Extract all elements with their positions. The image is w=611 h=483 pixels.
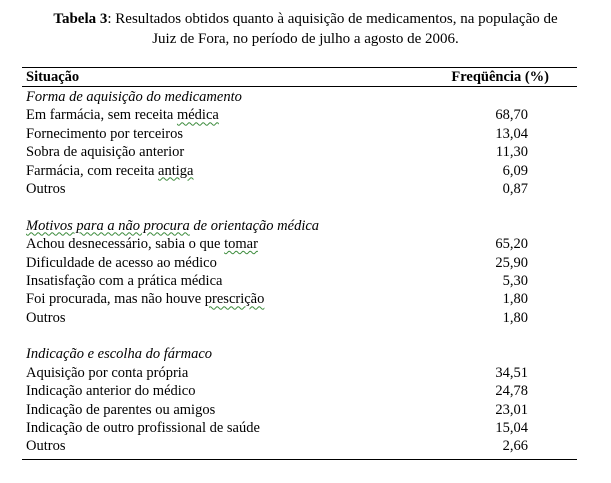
row-label: Indicação de parentes ou amigos (26, 401, 216, 418)
row-value: 23,01 (495, 401, 528, 418)
table-row (26, 290, 528, 308)
row-label: Achou desnecessário, sabia o que tomar (26, 236, 258, 253)
table-row (26, 106, 528, 124)
caption-line-1 (20, 9, 591, 29)
row-label: Dificuldade de acesso ao médico (26, 254, 217, 271)
row-label: Farmácia, com receita antiga (26, 162, 194, 179)
table-row (26, 419, 528, 437)
header-frequencia: Freqüência (%) (451, 69, 549, 85)
table-caption (20, 9, 591, 49)
row-value: 2,66 (502, 438, 528, 455)
table-row (26, 364, 528, 382)
row-value: 13,04 (495, 125, 528, 142)
table-row (26, 125, 528, 143)
table-body (26, 88, 528, 456)
row-value: 65,20 (495, 236, 528, 253)
row-label: Outros (26, 180, 66, 197)
row-value: 1,80 (502, 291, 528, 308)
row-label: Aquisição por conta própria (26, 364, 189, 381)
row-value: 6,09 (502, 162, 528, 179)
table-row (26, 254, 528, 272)
table-row (26, 272, 528, 290)
caption-label: Tabela 3 (53, 11, 108, 27)
table-row (26, 180, 528, 198)
row-value: 11,30 (495, 144, 528, 161)
row-label: Outros (26, 438, 66, 455)
row-value: 15,04 (495, 420, 528, 437)
row-label: Fornecimento por terceiros (26, 125, 184, 142)
table-row (26, 401, 528, 419)
caption-text-1: : Resultados obtidos quanto à aquisição de medicamentos, na população de (107, 11, 558, 27)
row-value: 34,51 (495, 364, 528, 381)
row-value: 25,90 (495, 254, 528, 271)
table-row (26, 162, 528, 180)
table-row (26, 143, 528, 161)
header-situacao: Situação (26, 69, 80, 85)
table-header-rule (22, 86, 577, 87)
row-label: Em farmácia, sem receita médica (26, 107, 219, 124)
table-row (26, 235, 528, 253)
section-title-forma: Forma de aquisição do medicamento (26, 89, 242, 105)
row-label: Sobra de aquisição anterior (26, 144, 185, 161)
row-label: Outros (26, 309, 66, 326)
table-row (26, 382, 528, 400)
row-label: Foi procurada, mas não houve prescrição (26, 291, 265, 308)
table-top-rule (22, 67, 577, 68)
row-label: Indicação de outro profissional de saúde (26, 420, 260, 437)
row-value: 1,80 (502, 309, 528, 326)
section-title-indicacao: Indicação e escolha do fármaco (26, 346, 213, 363)
section-title-motivos: Motivos para a não procura de orientação médica (26, 217, 320, 234)
section-spacer (26, 198, 528, 216)
row-value: 0,87 (502, 180, 528, 197)
row-label: Indicação anterior do médico (26, 383, 196, 400)
row-value: 5,30 (502, 272, 528, 289)
row-value: 24,78 (495, 383, 528, 400)
row-value: 68,70 (495, 107, 528, 124)
table-row (26, 309, 528, 327)
section-spacer (26, 327, 528, 345)
row-label: Insatisfação com a prática médica (26, 272, 223, 289)
table-header (26, 69, 573, 86)
table-row (26, 437, 528, 455)
caption-line-2: Juiz de Fora, no período de julho a agosto de 2006. (152, 31, 459, 47)
table-bottom-rule (22, 459, 577, 460)
